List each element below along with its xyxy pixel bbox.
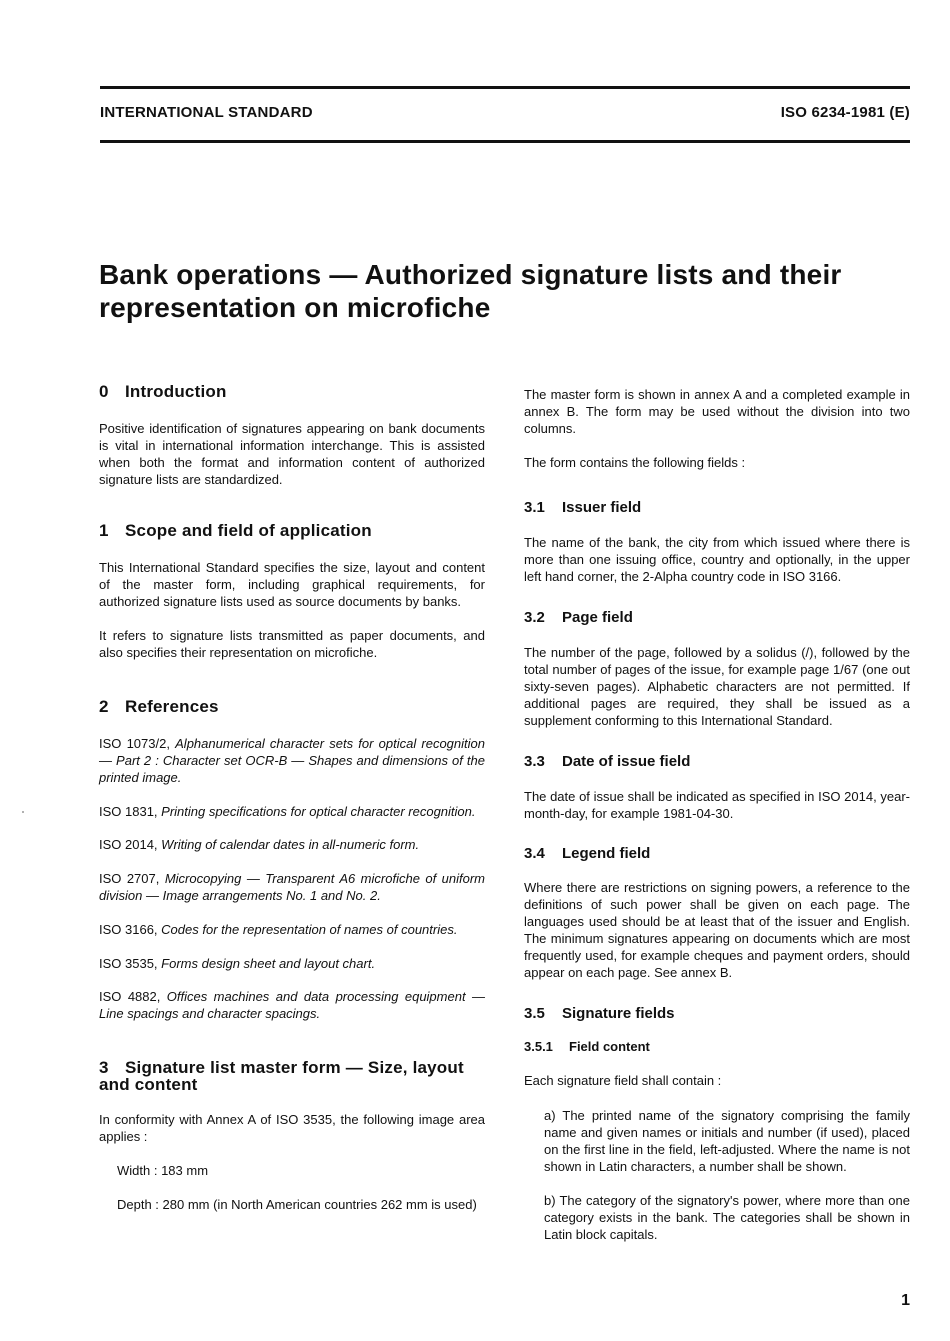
section-3-heading <box>99 1059 485 1093</box>
reference-item <box>99 836 485 853</box>
header-rule-bottom <box>100 140 910 143</box>
section-2-heading <box>99 698 485 715</box>
intro-paragraph: Positive identification of signatures appearing on bank documents is vital in international information interchange. This is assisted when both the format and information content of authorized signature lists are standardized. <box>99 421 485 487</box>
section-2-title: References <box>125 697 219 716</box>
list-item-a: a) The printed name of the signatory comprising the family name and given names or initials and number (if used), placed on the first line in the field, left-adjusted. Where the name is not shown in Latin characters, a number shall be shown. <box>544 1108 910 1174</box>
section-0-number: 0 <box>99 382 109 401</box>
section-3-1-number: 3.1 <box>524 499 545 516</box>
section-3-3-heading <box>524 753 910 770</box>
right-column <box>524 386 910 1243</box>
reference-item <box>99 955 485 972</box>
reference-code: ISO 1831, <box>99 804 158 819</box>
section-0-title: Introduction <box>125 382 227 401</box>
section-3-4-number: 3.4 <box>524 845 545 862</box>
page-number: 1 <box>901 1292 910 1309</box>
section-3-1-heading <box>524 499 910 516</box>
section-3-number: 3 <box>99 1058 109 1077</box>
section-3-5-1-title: Field content <box>569 1039 650 1054</box>
scope-paragraph-1: This International Standard specifies the size, layout and content of the master form, including graphical requirements, for authorized signature lists used as source documents by banks. <box>99 560 485 609</box>
section-3-title-line2: and content <box>99 1075 198 1094</box>
header-standard-label: INTERNATIONAL STANDARD <box>100 104 313 121</box>
section-2-number: 2 <box>99 697 109 716</box>
reference-item <box>99 735 485 786</box>
reference-code: ISO 2707, <box>99 871 160 886</box>
section-3-5-1-number: 3.5.1 <box>524 1039 553 1054</box>
section-3-5-number: 3.5 <box>524 1005 545 1022</box>
section-1-number: 1 <box>99 521 109 540</box>
master-form-paragraph: The master form is shown in annex A and a completed example in annex B. The form may be used without the division into two columns. <box>524 387 910 436</box>
section-3-4-title: Legend field <box>562 845 651 862</box>
section-3-3-number: 3.3 <box>524 753 545 770</box>
field-content-paragraph: Each signature field shall contain : <box>524 1073 722 1088</box>
image-width: Width : 183 mm <box>117 1163 209 1178</box>
date-of-issue-paragraph: The date of issue shall be indicated as specified in ISO 2014, year-month-day, for example 1981-04-30. <box>524 789 910 821</box>
section-3-4-heading <box>524 845 910 862</box>
section-3-5-heading <box>524 1005 910 1022</box>
scope-paragraph-2: It refers to signature lists transmitted as paper documents, and also specifies their representation on microfiche. <box>99 628 485 660</box>
scan-artifact-dot <box>22 811 24 813</box>
reference-code: ISO 4882, <box>99 989 161 1004</box>
reference-title: Codes for the representation of names of countries. <box>161 922 458 937</box>
section-3-5-title: Signature fields <box>562 1005 675 1022</box>
reference-title: Forms design sheet and layout chart. <box>161 956 376 971</box>
section-3-1-title: Issuer field <box>562 499 642 516</box>
header-rule-top <box>100 86 910 89</box>
reference-code: ISO 2014, <box>99 837 158 852</box>
section-0-heading <box>99 383 485 400</box>
reference-title: Offices machines and data processing equipment — Line spacings and character spacings. <box>99 989 485 1021</box>
reference-item <box>99 870 485 904</box>
legend-field-paragraph: Where there are restrictions on signing powers, a reference to the definitions of such power shall be given on each page. The languages used should be at least that of the issuer and English. The minimum signatures appearing on documents which are most frequently used, for example cheques and payment orders, should appear on each page. See annex B. <box>524 880 910 980</box>
page-field-paragraph: The number of the page, followed by a solidus (/), followed by the total number of pages of the issue, for example page 1/67 (one out sixty-seven pages). Alphabetic characters are not permitted. If additional pages are required, they shall be issued as a supplement conforming to this International Standard. <box>524 645 910 728</box>
reference-code: ISO 3166, <box>99 922 158 937</box>
reference-code: ISO 1073/2, <box>99 736 170 751</box>
section-3-2-number: 3.2 <box>524 609 545 626</box>
document-title <box>99 258 899 324</box>
fields-intro-paragraph: The form contains the following fields : <box>524 455 746 470</box>
section-3-3-title: Date of issue field <box>562 753 691 770</box>
document-title-line2: representation on microfiche <box>99 292 491 323</box>
reference-title: Microcopying — Transparent A6 microfiche of uniform division — Image arrangements No. 1 and No. 2. <box>99 871 485 903</box>
section-3-2-title: Page field <box>562 609 633 626</box>
image-area-paragraph: In conformity with Annex A of ISO 3535, the following image area applies : <box>99 1112 485 1144</box>
reference-code: ISO 3535, <box>99 956 158 971</box>
list-item-b: b) The category of the signatory's power, where more than one category exists in the bank. The categories shall be shown in Latin block capitals. <box>544 1193 910 1242</box>
section-3-title-line1: Signature list master form — Size, layout <box>125 1058 464 1077</box>
section-3-2-heading <box>524 609 910 626</box>
reference-title: Printing specifications for optical character recognition. <box>161 804 476 819</box>
reference-item <box>99 988 485 1022</box>
reference-title: Writing of calendar dates in all-numeric form. <box>161 837 420 852</box>
header-document-number: ISO 6234-1981 (E) <box>780 104 910 121</box>
left-column <box>99 383 485 1213</box>
section-1-title: Scope and field of application <box>125 521 372 540</box>
document-title-line1: Bank operations — Authorized signature lists and their <box>99 259 842 290</box>
image-depth: Depth : 280 mm (in North American countries 262 mm is used) <box>117 1197 477 1212</box>
reference-item <box>99 921 485 938</box>
reference-title: Alphanumerical character sets for optical recognition — Part 2 : Character set OCR-B — Shapes and dimensions of the printed image. <box>99 736 485 785</box>
section-3-5-1-heading <box>524 1039 910 1055</box>
issuer-field-paragraph: The name of the bank, the city from which issued where there is more than one issuing office, country and optionally, in the upper left hand corner, the 2-Alpha country code in ISO 3166. <box>524 535 910 584</box>
section-1-heading <box>99 522 485 539</box>
reference-item <box>99 803 485 820</box>
